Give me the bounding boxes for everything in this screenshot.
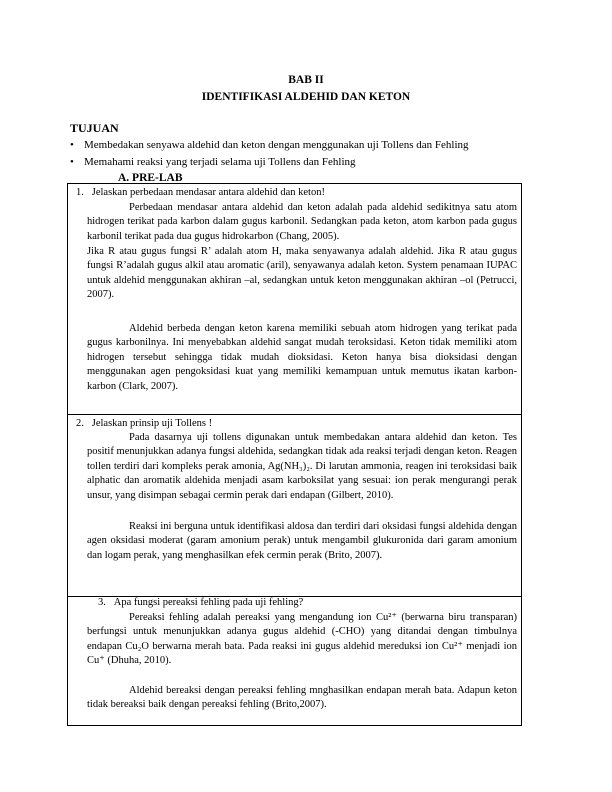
question-text: Jelaskan prinsip uji Tollens ! (91, 418, 213, 429)
question-number: 2. (76, 418, 84, 429)
question-1 (76, 187, 325, 198)
answer-paragraph: Perbedaan mendasar antara aldehid dan keton adalah pada aldehid sedikitnya satu atom hidrogen terikat pada karbon dalam gugus karbonil. Sedangkan pada keton, atom karbon pada gugus karbonil terikat pada dua gugus hidrokarbon (Chang, 2005). (87, 202, 517, 242)
bullet-icon: • (70, 156, 74, 168)
question-text: Jelaskan perbedaan mendasar antara aldehid dan keton! (91, 187, 325, 198)
answer-paragraph: Jika R atau gugus fungsi R’ adalah atom H, maka senyawanya adalah aldehid. Jika R atau gugus fungsi R’adalah gugus alkil atau aromatic (aril), senyawanya adalah keton. System penamaan IUPAC untuk aldehid menggunakan akhiran –al, sedangkan untuk keton menggunakan akhiran –ol (Petrucci, 2007). (87, 246, 517, 301)
objective-item (70, 139, 469, 151)
objective-item (70, 156, 356, 168)
answer-paragraph: Aldehid bereaksi dengan pereaksi fehling mnghasilkan endapan merah bata. Adapun keton tidak bereaksi baik dengan pereaksi fehling (Brito,2007). (87, 685, 517, 711)
chapter-number: BAB II (288, 74, 324, 86)
question-3 (98, 597, 303, 608)
question-box-1 (67, 183, 522, 415)
answer-paragraph: Pada dasarnya uji tollens digunakan untuk membedakan antara aldehid dan keton. Tes positif menunjukkan adanya fungsi aldehida, sedangkan tidak ada reaksi terjadi dengan keton. Reagen tollen terdiri dari kompleks perak amonia, Ag(NH₃)₂. Di larutan ammonia, reagen ini teroksidasi baik alphatic dan aromatik aldehida menjadi asam karboksilat yang sesuai: ion perak mengurangi perak unsur, yang disimpan sebagai cermin perak dari endapan (Gilbert, 2010). (87, 432, 517, 501)
question-number: 3. (98, 597, 106, 608)
question-2 (76, 418, 212, 429)
question-box-3 (67, 596, 522, 726)
objectives-heading: TUJUAN (70, 121, 119, 135)
chapter-title: IDENTIFIKASI ALDEHID DAN KETON (201, 91, 411, 103)
bullet-icon: • (70, 139, 74, 151)
objective-text: Memahami reaksi yang terjadi selama uji Tollens dan Fehling (84, 156, 356, 168)
objective-text: Membedakan senyawa aldehid dan keton dengan menggunakan uji Tollens dan Fehling (84, 139, 469, 151)
answer-paragraph: Aldehid berbeda dengan keton karena memiliki sebuah atom hidrogen yang terikat pada gugus karbonilnya. Ini menyebabkan aldehid sangat mudah teroksidasi. Keton tidak memiliki atom hidrogen tersebut sehingga tidak mudah dioksidasi. Keton hanya bisa dioksidasi dengan menggunakan agen pengoksidasi kuat yang memiliki kemampuan untuk memutus ikatan karbon-karbon (Clark, 2007). (87, 323, 517, 392)
prelab-heading: A. PRE-LAB (118, 172, 183, 184)
question-number: 1. (76, 187, 84, 198)
question-box-2 (67, 414, 522, 597)
answer-paragraph: Reaksi ini berguna untuk identifikasi aldosa dan terdiri dari oksidasi fungsi aldehida dengan agen oksidasi moderat (garam amonium perak) untuk mengambil glukuronida dari garam amonium dan logam perak, yang menghasilkan efek cermin perak (Brito, 2007). (87, 521, 517, 561)
question-text: Apa fungsi pereaksi fehling pada uji fehling? (113, 597, 304, 608)
answer-paragraph: Pereaksi fehling adalah pereaksi yang mengandung ion Cu²⁺ (berwarna biru transparan) berfungsi untuk menunjukkan adanya gugus aldehid (-CHO) yang ditandai dengan timbulnya endapan Cu₂O berwarna merah bata. Pada reaksi ini gugus aldehid mereduksi ion Cu²⁺ menjadi ion Cu⁺ (Dhuha, 2010). (87, 612, 517, 667)
